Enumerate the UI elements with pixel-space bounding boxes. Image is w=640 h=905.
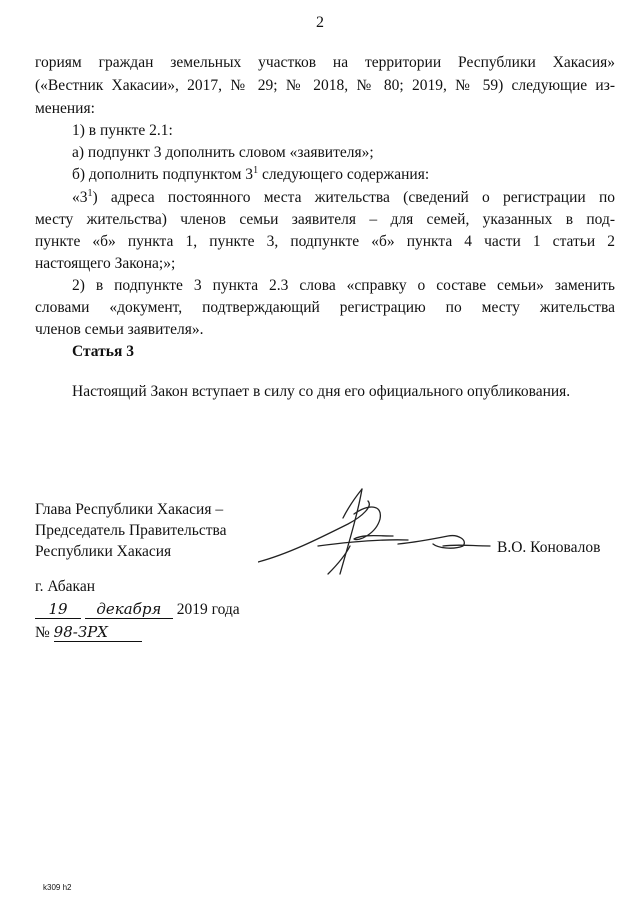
signatory-name: В.О. Коновалов (497, 539, 601, 556)
paragraph-text: следующего содержания: (258, 166, 430, 183)
article-text: Настоящий Закон вступает в силу со дня его официального опубликования. (72, 383, 571, 400)
date-day: 19 (35, 600, 81, 619)
page-number: 2 (316, 14, 324, 31)
number-label: № (35, 624, 50, 641)
paragraph-line: настоящего Закона;»; (35, 255, 176, 272)
number-value: 98-ЗРХ (54, 623, 142, 642)
paragraph-line: пункте «б» пункта 1, пункте 3, подпункте «б» пункта 4 части 1 статьи 2 (35, 233, 615, 250)
superscript: 1 (253, 164, 259, 176)
date-month: декабря (85, 600, 173, 619)
law-number (35, 623, 142, 642)
signing-date (35, 600, 240, 619)
paragraph-line: 1) в пункте 2.1: (72, 122, 173, 139)
signatory-line: Глава Республики Хакасия – (35, 501, 224, 518)
document-code: k309 h2 (43, 883, 72, 892)
signatory-title (35, 499, 227, 562)
paragraph-line (72, 166, 429, 184)
date-year: 2019 года (176, 601, 240, 618)
paragraph-line (72, 189, 615, 207)
paragraph-line: гориям граждан земельных участков на территории Республики Хакасия» (35, 54, 615, 71)
signatory-line: Республики Хакасия (35, 543, 172, 560)
paragraph-line: словами «документ, подтверждающий регистрацию по месту жительства (35, 299, 615, 316)
paragraph-line: («Вестник Хакасии», 2017, № 29; № 2018, № 80; 2019, № 59) следующие из- (35, 77, 615, 94)
paragraph-line: месту жительства) членов семьи заявителя – для семей, указанных в под- (35, 211, 615, 228)
city: г. Абакан (35, 578, 96, 595)
paragraph-line: 2) в подпункте 3 пункта 2.3 слова «справку о составе семьи» заменить (72, 277, 615, 294)
signatory-line: Председатель Правительства (35, 522, 227, 539)
superscript: 1 (87, 187, 93, 199)
paragraph-line: менения: (35, 100, 95, 117)
paragraph-text: б) дополнить подпунктом 3 (72, 166, 254, 183)
handwritten-signature-icon (258, 484, 498, 584)
paragraph-line: а) подпункт 3 дополнить словом «заявителя»; (72, 144, 374, 161)
paragraph-text: ) адреса постоянного места жительства (сведений о регистрации по (92, 189, 615, 206)
paragraph-line: членов семьи заявителя». (35, 321, 204, 338)
paragraph-text: «3 (72, 189, 88, 206)
article-heading: Статья 3 (72, 343, 134, 360)
